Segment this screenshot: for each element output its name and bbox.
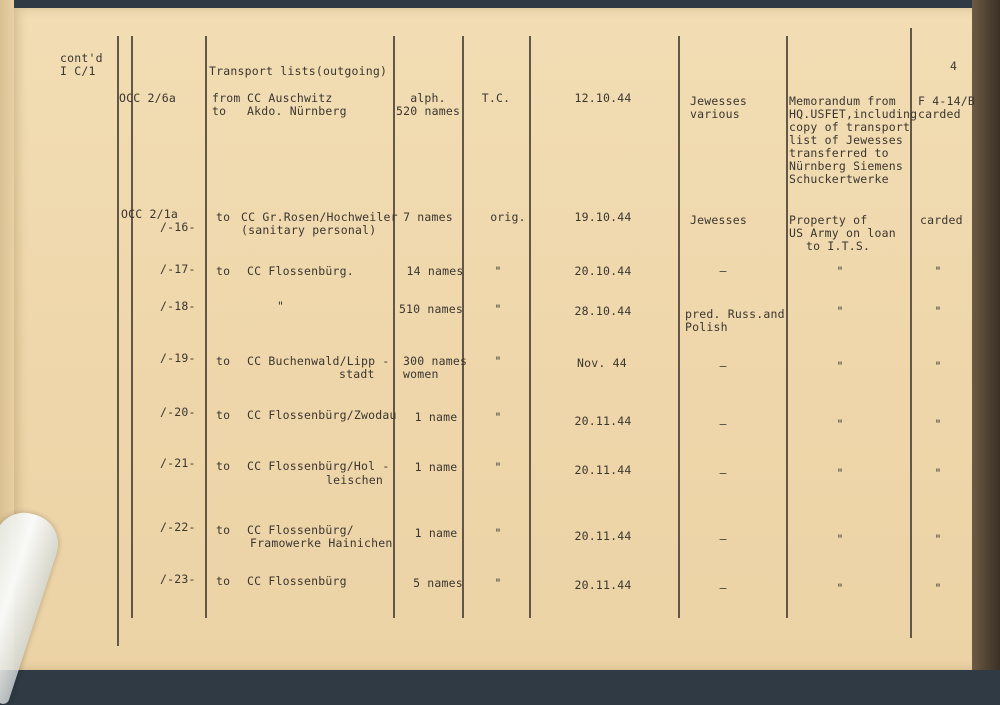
signature-cell: /-19-	[160, 351, 196, 365]
page-edge-shadow	[972, 0, 1000, 670]
destination-cell: CC Buchenwald/Lipp -	[247, 354, 390, 368]
signature-cell: /-17-	[160, 262, 196, 276]
destination-cell: leischen	[326, 473, 383, 487]
contd-label: cont'd	[60, 51, 103, 65]
date-cell: 20.11.44	[574, 529, 632, 543]
remarks-cell: copy of transport	[789, 120, 911, 134]
date-cell: 20.11.44	[574, 414, 632, 428]
persons-cell: –	[719, 359, 727, 373]
persons-cell: –	[719, 532, 727, 546]
names-cell: 1 name	[414, 410, 458, 424]
type-cell: "	[494, 526, 502, 540]
persons-cell: –	[719, 264, 727, 278]
column-rule	[678, 36, 680, 618]
persons-cell: Jewesses	[690, 94, 747, 108]
date-cell: 20.11.44	[574, 578, 632, 592]
date-cell: 19.10.44	[574, 210, 632, 224]
card-cell: "	[934, 581, 942, 595]
destination-cell: stadt	[339, 367, 375, 381]
signature-cell: /-22-	[160, 520, 196, 534]
remarks-cell: to I.T.S.	[806, 239, 871, 253]
persons-cell: various	[690, 107, 740, 121]
direction-cell: to	[216, 354, 231, 368]
remarks-cell: Schuckertwerke	[789, 172, 889, 186]
card-cell: F 4-14/B	[918, 94, 975, 108]
names-cell: 5 names	[413, 576, 463, 590]
signature-cell: /-20-	[160, 405, 196, 419]
remarks-cell: "	[836, 581, 844, 595]
remarks-cell: transferred to	[789, 146, 889, 160]
direction-cell: to	[216, 459, 231, 473]
names-cell: 520 names	[396, 104, 461, 118]
card-cell: "	[934, 532, 942, 546]
direction-cell: to	[216, 574, 231, 588]
section-label: I C/1	[60, 64, 96, 78]
remarks-cell: Property of	[789, 213, 868, 227]
signature-cell: OCC 2/6a	[119, 91, 176, 105]
column-rule	[393, 36, 395, 618]
page-title: Transport lists(outgoing)	[209, 64, 388, 78]
date-cell: 12.10.44	[574, 91, 632, 105]
column-rule	[117, 36, 119, 646]
date-cell: 20.10.44	[574, 264, 632, 278]
signature-cell: OCC 2/1a	[121, 207, 178, 221]
date-cell: 20.11.44	[574, 463, 632, 477]
direction-cell: to	[216, 408, 231, 422]
card-cell: "	[934, 466, 942, 480]
destination-cell: CC Flossenbürg/	[247, 523, 354, 537]
column-rule	[786, 36, 788, 618]
type-cell: orig.	[490, 210, 526, 224]
destination-cell: CC Auschwitz	[247, 91, 333, 105]
date-cell: 28.10.44	[574, 304, 632, 318]
names-cell: alph.	[410, 91, 446, 105]
destination-cell: CC Flossenbürg	[247, 574, 347, 588]
card-cell: "	[934, 359, 942, 373]
names-cell: 300 names	[403, 354, 468, 368]
names-cell: 510 names	[398, 302, 464, 316]
remarks-cell: "	[836, 417, 844, 431]
direction-cell: from	[212, 91, 241, 105]
remarks-cell: "	[836, 264, 844, 278]
date-cell: Nov. 44	[577, 356, 627, 370]
signature-cell: /-16-	[160, 220, 196, 234]
destination-cell: Akdo. Nürnberg	[247, 104, 347, 118]
names-cell: women	[403, 367, 439, 381]
persons-cell: –	[719, 417, 727, 431]
remarks-cell: Memorandum from	[789, 94, 896, 108]
direction-cell: to	[216, 264, 231, 278]
card-cell: "	[934, 417, 942, 431]
card-cell: "	[934, 304, 942, 318]
type-cell: "	[494, 460, 502, 474]
type-cell: "	[494, 576, 502, 590]
names-cell: 1 name	[414, 460, 458, 474]
page-number: 4	[950, 59, 958, 73]
direction-cell: to	[216, 523, 231, 537]
persons-cell: Jewesses	[690, 213, 747, 227]
type-cell: "	[494, 264, 502, 278]
destination-cell: CC Flossenbürg.	[247, 264, 354, 278]
persons-cell: –	[719, 466, 727, 480]
type-cell: "	[494, 410, 502, 424]
signature-cell: /-21-	[160, 456, 196, 470]
remarks-cell: "	[836, 359, 844, 373]
remarks-cell: HQ.USFET,including	[789, 107, 918, 121]
signature-cell: /-23-	[160, 572, 196, 586]
names-cell: 1 name	[414, 526, 458, 540]
destination-cell: CC Flossenbürg/Zwodau	[247, 408, 397, 422]
card-cell: "	[934, 264, 942, 278]
signature-cell: /-18-	[160, 299, 196, 313]
names-cell: 7 names	[403, 210, 453, 224]
direction-cell: to	[212, 104, 227, 118]
destination-cell: "	[277, 299, 285, 313]
destination-cell: Framowerke Hainichen	[250, 536, 393, 550]
destination-cell: CC Gr.Rosen/Hochweiler	[241, 210, 398, 224]
direction-cell: to	[216, 210, 231, 224]
remarks-cell: "	[836, 304, 844, 318]
card-cell: carded	[920, 213, 963, 227]
remarks-cell: "	[836, 466, 844, 480]
type-cell: "	[494, 302, 502, 316]
remarks-cell: "	[836, 532, 844, 546]
remarks-cell: Nürnberg Siemens	[789, 159, 903, 173]
card-cell: carded	[918, 107, 961, 121]
destination-cell: (sanitary personal)	[241, 223, 377, 237]
column-rule	[131, 36, 133, 618]
type-cell: T.C.	[481, 91, 511, 105]
persons-cell: Polish	[685, 320, 728, 334]
remarks-cell: US Army on loan	[789, 226, 896, 240]
destination-cell: CC Flossenbürg/Hol -	[247, 459, 390, 473]
persons-cell: pred. Russ.and	[685, 307, 785, 321]
persons-cell: –	[719, 581, 727, 595]
remarks-cell: list of Jewesses	[789, 133, 903, 147]
column-rule	[205, 36, 207, 618]
type-cell: "	[494, 354, 502, 368]
names-cell: 14 names	[406, 264, 464, 278]
